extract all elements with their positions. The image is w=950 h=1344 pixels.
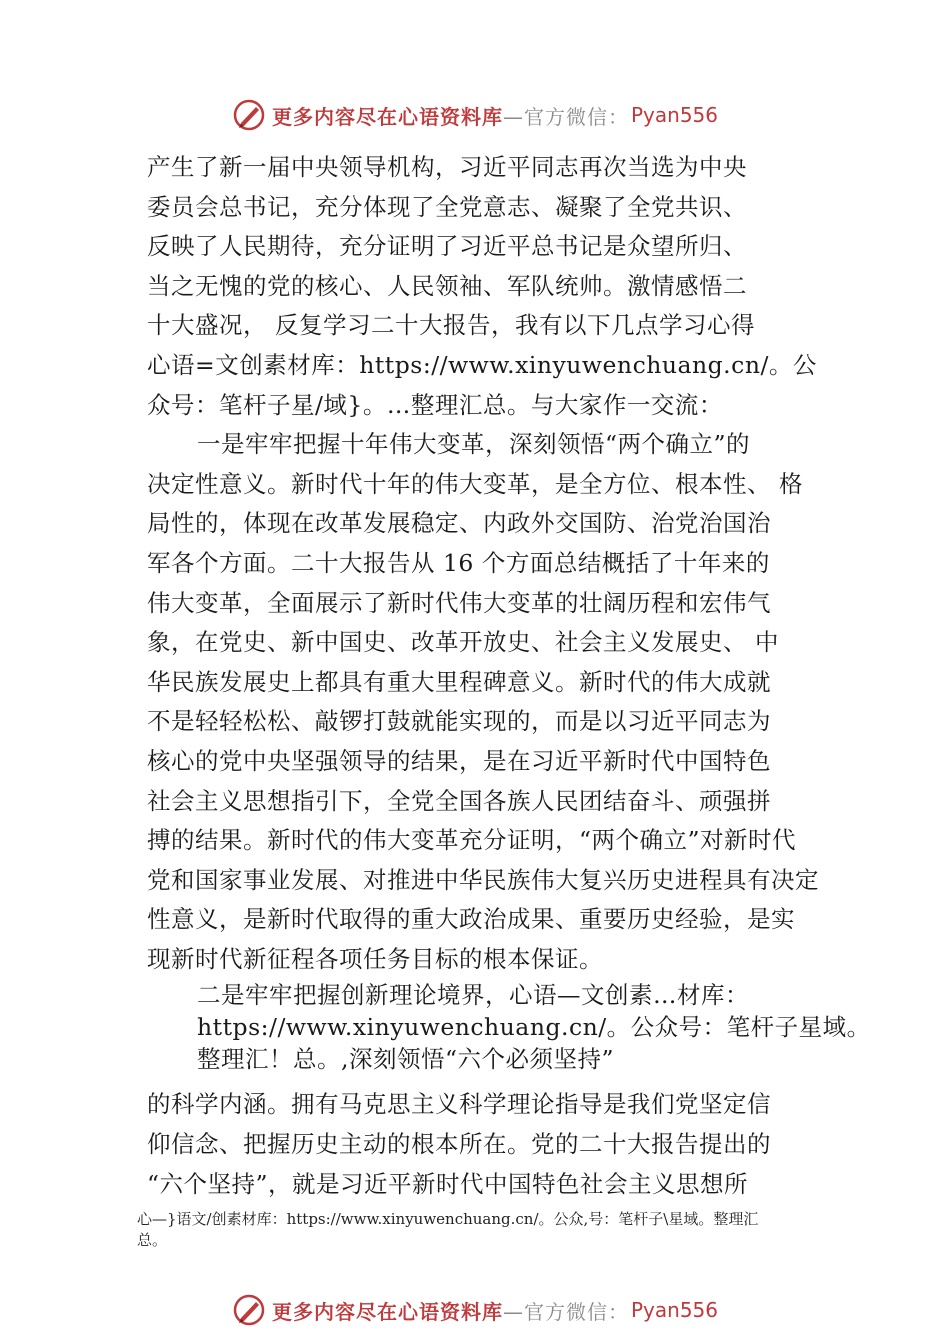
banner-title: 更多内容尽在心语资料库 <box>271 1299 503 1324</box>
footnote <box>137 1209 857 1251</box>
text-line: 现新时代新征程各项任务目标的根本保证。 <box>147 944 603 973</box>
banner-account: Pyan556 <box>630 1298 718 1322</box>
text-line: 社会主义思想指引下，全党全国各族人民团结奋斗、顽强拼 <box>147 786 771 815</box>
text-line: https://www.xinyuwenchuang.cn/。公众号：笔杆子星域。 <box>197 1013 871 1042</box>
paragraph-3 <box>147 1085 867 1204</box>
paragraph-1 <box>147 148 867 425</box>
pen-logo-icon <box>232 98 266 132</box>
text-line: 当之无愧的党的核心、人民领袖、军队统帅。激情感悟二 <box>147 271 747 300</box>
text-line: 委员会总书记，充分体现了全党意志、凝聚了全党共识、 <box>147 192 747 221</box>
banner-account: Pyan556 <box>630 103 718 127</box>
text-line: 军各个方面。二十大报告从 16 个方面总结概括了十年来的 <box>147 548 770 577</box>
banner-wechat-label: —官方微信： <box>502 1299 629 1324</box>
footer-banner <box>0 1290 950 1330</box>
pen-logo-icon <box>232 1293 266 1327</box>
text-line: 党和国家事业发展、对推进中华民族伟大复兴历史进程具有决定 <box>147 865 819 894</box>
text-line: 整理汇！总。,深刻领悟“六个必须坚持” <box>197 1045 614 1074</box>
text-line: 象，在党史、新中国史、改革开放史、社会主义发展史、 中 <box>147 628 779 657</box>
banner-title: 更多内容尽在心语资料库 <box>271 104 503 129</box>
text-line: “六个坚持”，就是习近平新时代中国特色社会主义思想所 <box>147 1169 749 1198</box>
header-banner <box>0 95 950 135</box>
paragraph-2 <box>147 425 867 979</box>
text-line: 反映了人民期待，充分证明了习近平总书记是众望所归、 <box>147 232 747 261</box>
banner-wechat-label: —官方微信： <box>502 104 629 129</box>
text-line: 伟大变革，全面展示了新时代伟大变革的壮阔历程和宏伟气 <box>147 588 771 617</box>
text-line: 核心的党中央坚强领导的结果，是在习近平新时代中国特色 <box>147 746 771 775</box>
text-line: 产生了新一届中央领导机构，习近平同志再次当选为中央 <box>147 153 747 181</box>
text-line: 搏的结果。新时代的伟大变革充分证明，“两个确立”对新时代 <box>147 826 797 855</box>
footnote-line: 心—}语文/创素材库：https://www.xinyuwenchuang.cn/。公众,号：笔杆子\星域。整理汇 <box>137 1210 759 1228</box>
text-line: 性意义，是新时代取得的重大政治成果、重要历史经验，是实 <box>147 905 795 934</box>
text-line: 的科学内涵。拥有马克思主义科学理论指导是我们党坚定信 <box>147 1090 771 1119</box>
document-body <box>147 148 871 1204</box>
text-line: 决定性意义。新时代十年的伟大变革，是全方位、根本性、 格 <box>147 469 803 498</box>
text-line: 十大盛况， 反复学习二十大报告，我有以下几点学习心得 <box>147 311 755 340</box>
text-line: 众号：笔杆子星/域}。…整理汇总。与大家作一交流： <box>147 390 723 419</box>
text-line: 一是牢牢把握十年伟大变革，深刻领悟“两个确立”的 <box>197 430 751 459</box>
footnote-line: 总。 <box>137 1231 168 1249</box>
text-line: 不是轻轻松松、敲锣打鼓就能实现的，而是以习近平同志为 <box>147 707 771 736</box>
text-line: 局性的，体现在改革发展稳定、内政外交国防、治党治国治 <box>147 509 771 538</box>
paragraph-3-heading <box>147 979 871 1075</box>
text-line: 仰信念、把握历史主动的根本所在。党的二十大报告提出的 <box>147 1130 771 1159</box>
text-line: 华民族发展史上都具有重大里程碑意义。新时代的伟大成就 <box>147 667 771 696</box>
text-line: 二是牢牢把握创新理论境界，心语—文创素…材库： <box>197 981 749 1010</box>
text-line: 心语=文创素材库：https://www.xinyuwenchuang.cn/。公 <box>147 350 817 379</box>
